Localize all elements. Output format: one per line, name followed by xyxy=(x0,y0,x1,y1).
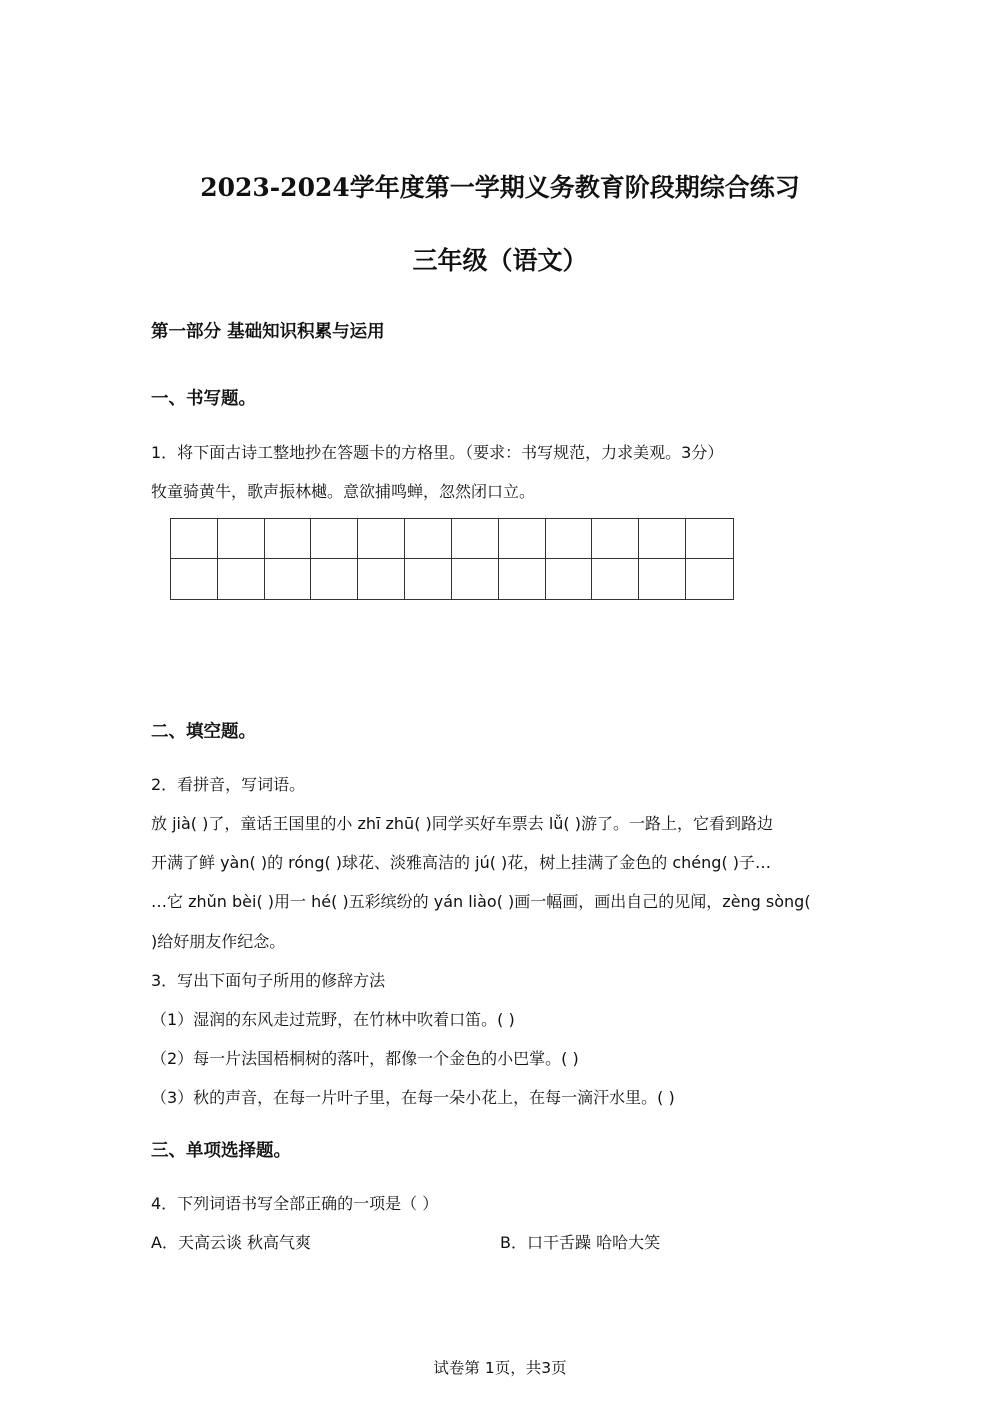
option-b: B．口干舌躁 哈哈大笑 xyxy=(500,1233,661,1252)
question-1: 1．将下面古诗工整地抄在答题卡的方格里。（要求：书写规范，力求美观。3分） xyxy=(151,443,724,462)
writing-grid[interactable] xyxy=(170,518,734,600)
poem-text: 牧童骑黄牛，歌声振林樾。意欲捕鸣蝉，忽然闭口立。 xyxy=(151,482,536,501)
question-2-line-3: …它 zhǔn bèi( )用一 hé( )五彩缤纷的 yán liào( )画一幅画，画出自己的见闻，zèng sòng( xyxy=(151,892,811,911)
grid-cell[interactable] xyxy=(686,559,733,599)
grid-cell[interactable] xyxy=(452,519,499,559)
section1-heading: 一、书写题。 xyxy=(151,389,256,409)
question-2-line-1: 放 jià( )了，童话王国里的小 zhī zhū( )同学买好车票去 lǚ( )游了。一路上，它看到路边 xyxy=(151,814,774,833)
grid-cell[interactable] xyxy=(546,559,593,599)
question-2-line-2: 开满了鲜 yàn( )的 róng( )球花、淡雅高洁的 jú( )花，树上挂满了金色的 chéng( )子… xyxy=(151,853,772,872)
grid-cell[interactable] xyxy=(452,559,499,599)
grid-cell[interactable] xyxy=(499,559,546,599)
grid-cell[interactable] xyxy=(499,519,546,559)
grid-cell[interactable] xyxy=(171,519,218,559)
question-4: 4．下列词语书写全部正确的一项是（ ） xyxy=(151,1194,439,1213)
grid-cell[interactable] xyxy=(592,559,639,599)
grid-cell[interactable] xyxy=(311,559,358,599)
grid-cell[interactable] xyxy=(592,519,639,559)
grid-cell[interactable] xyxy=(218,559,265,599)
section3-heading: 三、单项选择题。 xyxy=(151,1141,291,1161)
question-3-item-1: （1）湿润的东风走过荒野，在竹林中吹着口笛。( ) xyxy=(151,1010,515,1029)
section2-heading: 二、填空题。 xyxy=(151,722,256,742)
exam-title: 2023-2024学年度第一学期义务教育阶段期综合练习 xyxy=(200,173,800,202)
question-3-item-3: （3）秋的声音，在每一片叶子里，在每一朵小花上，在每一滴汗水里。( ) xyxy=(151,1088,675,1107)
grid-cell[interactable] xyxy=(218,519,265,559)
grid-cell[interactable] xyxy=(546,519,593,559)
grid-cell[interactable] xyxy=(358,519,405,559)
question-2: 2．看拼音，写词语。 xyxy=(151,775,306,794)
exam-subtitle: 三年级（语文） xyxy=(412,246,588,275)
grid-cell[interactable] xyxy=(639,559,686,599)
grid-cell[interactable] xyxy=(405,559,452,599)
part-heading: 第一部分 基础知识积累与运用 xyxy=(151,322,385,342)
grid-cell[interactable] xyxy=(639,519,686,559)
question-3-item-2: （2）每一片法国梧桐树的落叶，都像一个金色的小巴掌。( ) xyxy=(151,1049,579,1068)
grid-cell[interactable] xyxy=(358,559,405,599)
page-footer: 试卷第 1页，共3页 xyxy=(433,1359,567,1377)
question-2-line-4: )给好朋友作纪念。 xyxy=(151,932,286,951)
grid-cell[interactable] xyxy=(265,559,312,599)
grid-cell[interactable] xyxy=(686,519,733,559)
grid-cell[interactable] xyxy=(311,519,358,559)
grid-cell[interactable] xyxy=(171,559,218,599)
grid-cell[interactable] xyxy=(265,519,312,559)
question-3: 3．写出下面句子所用的修辞方法 xyxy=(151,971,386,990)
option-a: A．天高云谈 秋高气爽 xyxy=(151,1233,312,1252)
grid-cell[interactable] xyxy=(405,519,452,559)
